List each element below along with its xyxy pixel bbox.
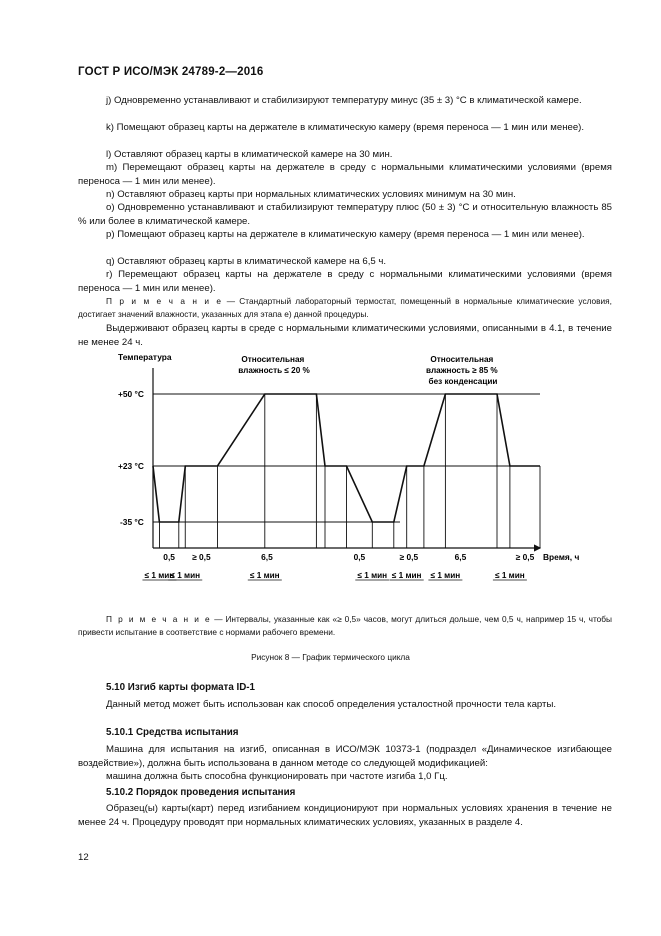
subsection-title: 5.10.1 Средства испытания	[106, 727, 239, 738]
y-axis-label: Температура	[118, 352, 172, 362]
interval-label: ≥ 0,5	[192, 552, 211, 562]
subsection-text: машина должна быть способна функционировать при частоте изгиба 1,0 Гц.	[106, 771, 448, 782]
interval-label: 6,5	[454, 552, 467, 562]
step-r: r) Перемещают образец карты на держателе в среду с нормальными климатическими условиями (время переноса — 1 мин или менее).	[78, 269, 612, 294]
transfer-time-label: ≤ 1 мин	[391, 571, 422, 580]
step-l: l) Оставляют образец карты в климатической камере на 30 мин.	[106, 149, 393, 160]
x-axis-label: Время, ч	[543, 552, 580, 562]
y-tick-label: +50 °С	[118, 389, 144, 399]
annotation-line: без конденсации	[428, 377, 498, 386]
interval-label: 0,5	[163, 552, 175, 562]
section-text: Данный метод может быть использован как способ определения усталостной прочности тела карты.	[106, 699, 557, 710]
note-text: — Стандартный лабораторный термостат, помещенный в нормальные климатические условия, достигает значений влажности, указанных для этапа е) данной процедуры.	[78, 296, 612, 319]
note-1	[78, 295, 612, 321]
subsection-text: Образец(ы) карты(карт) перед изгибанием кондиционируют при нормальных условиях хранения в течение не менее 24 ч. Процедуру проводят при нормальных климатических условиях, указанных в разделе 4.	[78, 803, 612, 828]
document-header: ГОСТ Р ИСО/МЭК 24789-2—2016	[78, 66, 264, 78]
transfer-time-label: ≤ 1 мин	[495, 571, 525, 580]
step-o: o) Одновременно устанавливают и стабилизируют температуру плюс (50 ± 3) °С и относительную влажность 85 % или более в климатической камере.	[78, 202, 612, 227]
annotation-line: влажность ≤ 20 %	[238, 366, 310, 375]
step-m: m) Перемещают образец карты на держателе в среду с нормальными климатическими условиями (время переноса — 1 мин или менее).	[78, 162, 612, 187]
step-q: q) Оставляют образец карты в климатической камере на 6,5 ч.	[106, 256, 387, 267]
transfer-time-label: ≤ 1 мин	[170, 571, 201, 580]
annotation-high-humidity	[426, 355, 500, 386]
section-title: 5.10 Изгиб карты формата ID-1	[106, 682, 255, 693]
transfer-time-label: ≤ 1 мин	[357, 571, 388, 580]
interval-label: 6,5	[261, 552, 273, 562]
y-tick-label: +23 °С	[118, 461, 144, 471]
annotation-line: Относительная	[241, 355, 305, 364]
interval-label: ≥ 0,5	[515, 552, 535, 562]
figure-caption: Рисунок 8 — График термического цикла	[251, 652, 410, 662]
note-text: — Интервалы, указанные как «≥ 0,5» часов, могут длиться дольше, чем 0,5 ч, например 15 ч, чтобы привести испытание в соответствие с нормами рабочего времени.	[78, 614, 612, 637]
interval-label: 0,5	[353, 552, 366, 562]
annotation-low-humidity	[238, 355, 310, 375]
step-n: n) Оставляют образец карты при нормальных климатических условиях минимум на 30 мин.	[106, 189, 516, 200]
step-p: p) Помещают образец карты на держателе в климатическую камеру (время переноса — 1 мин или менее).	[106, 229, 585, 240]
paragraph-conditioning: Выдерживают образец карты в среде с нормальными климатическими условиями, описанными в 4.1, в течение не менее 24 ч.	[78, 323, 612, 348]
annotation-line: Относительная	[430, 355, 494, 364]
thermal-cycle-chart	[0, 348, 661, 618]
note-label: П р и м е ч а н и е	[106, 614, 212, 624]
subsection-text: Машина для испытания на изгиб, описанная в ИСО/МЭК 10373-1 (подраздел «Динамическое изгибающее воздействие»), должна быть использована в данном методе со следующей модификацией:	[78, 744, 612, 769]
y-tick-label: -35 °С	[120, 517, 144, 527]
transfer-time-label: ≤ 1 мин	[430, 571, 461, 580]
transfer-time-label: ≤ 1 мин	[249, 571, 280, 580]
interval-label: ≥ 0,5	[399, 552, 419, 562]
transfer-time-label: ≤ 1 мин	[144, 571, 175, 580]
note-2	[78, 613, 612, 639]
step-j: j) Одновременно устанавливают и стабилизируют температуру минус (35 ± 3) °С в климатической камере.	[106, 95, 582, 106]
subsection-title: 5.10.2 Порядок проведения испытания	[106, 787, 296, 798]
note-label: П р и м е ч а н и е	[106, 296, 223, 306]
step-k: k) Помещают образец карты на держателе в климатическую камеру (время переноса — 1 мин или менее).	[106, 122, 585, 133]
page-number: 12	[78, 852, 89, 863]
annotation-line: влажность ≥ 85 %	[426, 366, 498, 375]
